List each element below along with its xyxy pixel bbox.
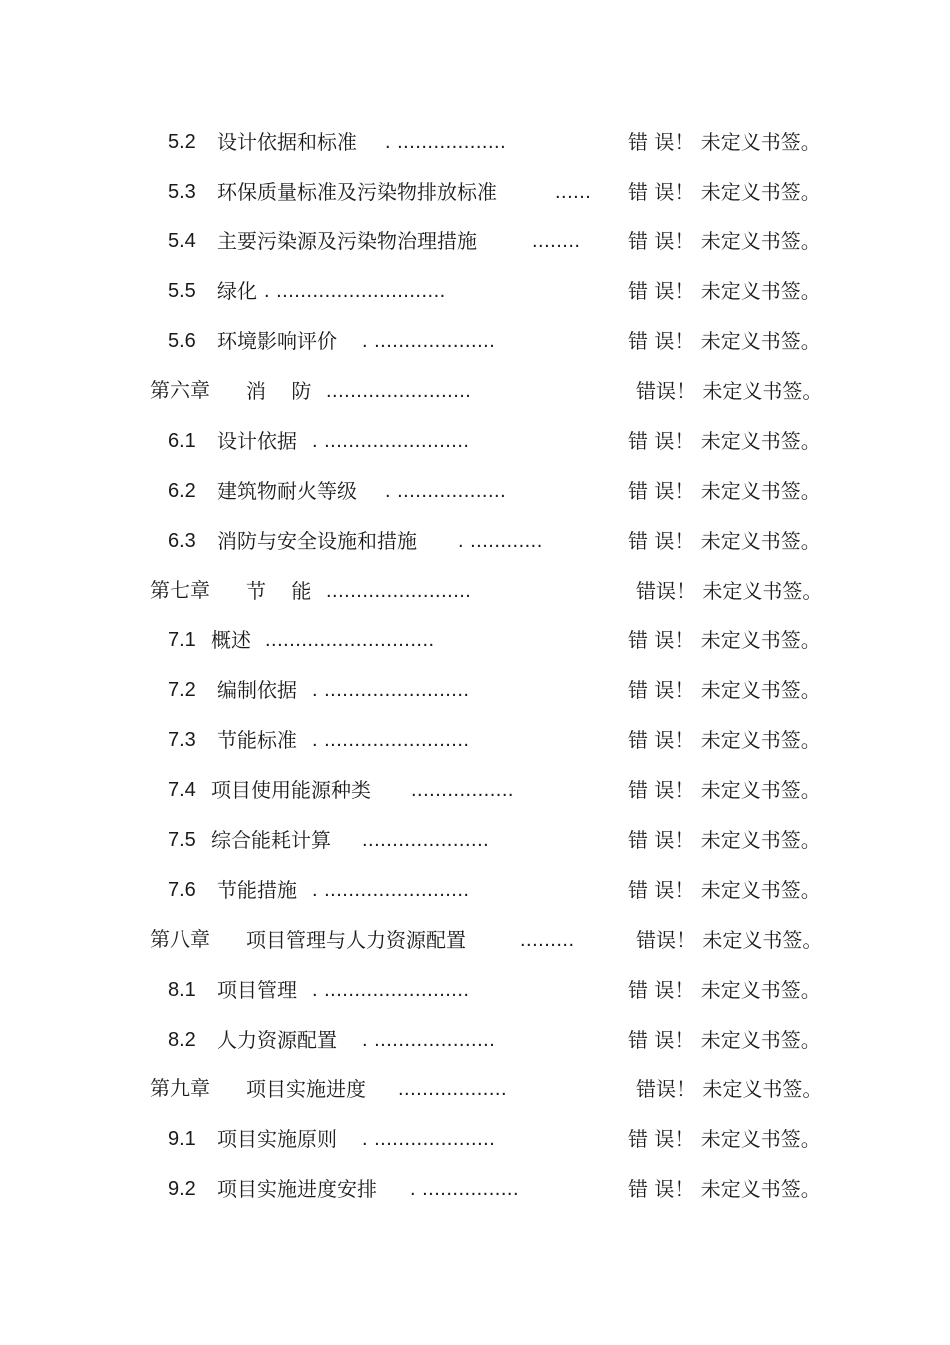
section-number: 7.3 bbox=[168, 729, 196, 751]
section-number: 8.1 bbox=[168, 979, 196, 1001]
toc-section-entry[interactable] bbox=[0, 720, 950, 760]
page-reference-error: 错 误！ 未定义书签。 bbox=[628, 1127, 821, 1151]
entry-title: 设计依据 bbox=[217, 429, 297, 453]
toc-section-entry[interactable] bbox=[0, 172, 950, 212]
section-number: 7.4 bbox=[168, 779, 196, 801]
page-reference-error: 错 误！ 未定义书签。 bbox=[628, 878, 821, 902]
toc-section-entry[interactable] bbox=[0, 670, 950, 710]
dot-leader: ........................ bbox=[326, 380, 472, 402]
entry-title: 项目管理 bbox=[217, 978, 297, 1002]
dot-leader: . .................... bbox=[362, 1128, 496, 1150]
toc-section-entry[interactable] bbox=[0, 471, 950, 511]
section-number: 5.5 bbox=[168, 280, 196, 302]
dot-leader: . ............................ bbox=[264, 280, 446, 302]
section-number: 5.2 bbox=[168, 131, 196, 153]
toc-section-entry[interactable] bbox=[0, 1020, 950, 1060]
toc-section-entry[interactable] bbox=[0, 321, 950, 361]
page-reference-error: 错 误！ 未定义书签。 bbox=[628, 529, 821, 553]
entry-title: 建筑物耐火等级 bbox=[217, 479, 357, 503]
section-number: 7.5 bbox=[168, 829, 196, 851]
page-reference-error: 错 误！ 未定义书签。 bbox=[628, 229, 821, 253]
page-reference-error: 错 误！ 未定义书签。 bbox=[628, 329, 821, 353]
page-reference-error: 错 误！ 未定义书签。 bbox=[628, 678, 821, 702]
dot-leader: . ............ bbox=[458, 530, 543, 552]
dot-leader: . ........................ bbox=[312, 879, 470, 901]
dot-leader: .................. bbox=[398, 1078, 508, 1100]
section-number: 5.6 bbox=[168, 330, 196, 352]
dot-leader: ................. bbox=[411, 779, 514, 801]
entry-title: 综合能耗计算 bbox=[211, 828, 331, 852]
entry-title: 编制依据 bbox=[217, 678, 297, 702]
toc-section-entry[interactable] bbox=[0, 421, 950, 461]
section-number: 9.1 bbox=[168, 1128, 196, 1150]
dot-leader: ..................... bbox=[362, 829, 490, 851]
toc-section-entry[interactable] bbox=[0, 620, 950, 660]
dot-leader: . .................... bbox=[362, 1029, 496, 1051]
entry-title: 消防与安全设施和措施 bbox=[217, 529, 417, 553]
dot-leader: ........ bbox=[532, 230, 581, 252]
dot-leader: . .................... bbox=[362, 330, 496, 352]
page-reference-error: 错 误！ 未定义书签。 bbox=[628, 1177, 821, 1201]
section-number: 8.2 bbox=[168, 1029, 196, 1051]
chapter-number: 第九章 bbox=[150, 1078, 210, 1100]
entry-title: 节 能 bbox=[246, 579, 312, 603]
entry-title: 概述 bbox=[211, 628, 251, 652]
entry-title: 节能措施 bbox=[217, 878, 297, 902]
entry-title: 项目实施进度安排 bbox=[217, 1177, 377, 1201]
page-reference-error: 错误！ 未定义书签。 bbox=[636, 379, 823, 403]
dot-leader: . ........................ bbox=[312, 729, 470, 751]
entry-title: 项目实施进度 bbox=[246, 1077, 366, 1101]
entry-title: 项目实施原则 bbox=[217, 1127, 337, 1151]
page-reference-error: 错 误！ 未定义书签。 bbox=[628, 978, 821, 1002]
entry-title: 设计依据和标准 bbox=[217, 130, 357, 154]
section-number: 7.2 bbox=[168, 679, 196, 701]
section-number: 5.4 bbox=[168, 230, 196, 252]
toc-section-entry[interactable] bbox=[0, 970, 950, 1010]
page-reference-error: 错误！ 未定义书签。 bbox=[636, 1077, 823, 1101]
section-number: 7.1 bbox=[168, 629, 196, 651]
page-reference-error: 错 误！ 未定义书签。 bbox=[628, 180, 821, 204]
dot-leader: ...... bbox=[555, 181, 592, 203]
dot-leader: ............................ bbox=[265, 629, 435, 651]
dot-leader: . .................. bbox=[385, 131, 507, 153]
toc-chapter-entry[interactable] bbox=[0, 571, 950, 611]
dot-leader: ........................ bbox=[326, 580, 472, 602]
entry-title: 项目管理与人力资源配置 bbox=[246, 928, 466, 952]
page-reference-error: 错误！ 未定义书签。 bbox=[636, 579, 823, 603]
section-number: 9.2 bbox=[168, 1178, 196, 1200]
chapter-number: 第八章 bbox=[150, 929, 210, 951]
entry-title: 人力资源配置 bbox=[217, 1028, 337, 1052]
toc-chapter-entry[interactable] bbox=[0, 920, 950, 960]
page-reference-error: 错 误！ 未定义书签。 bbox=[628, 429, 821, 453]
page-reference-error: 错 误！ 未定义书签。 bbox=[628, 479, 821, 503]
entry-title: 项目使用能源种类 bbox=[211, 778, 371, 802]
toc-section-entry[interactable] bbox=[0, 1169, 950, 1209]
section-number: 6.3 bbox=[168, 530, 196, 552]
dot-leader: . ........................ bbox=[312, 430, 470, 452]
section-number: 6.1 bbox=[168, 430, 196, 452]
toc-section-entry[interactable] bbox=[0, 870, 950, 910]
toc-chapter-entry[interactable] bbox=[0, 371, 950, 411]
section-number: 5.3 bbox=[168, 181, 196, 203]
chapter-number: 第六章 bbox=[150, 380, 210, 402]
toc-section-entry[interactable] bbox=[0, 1119, 950, 1159]
entry-title: 消 防 bbox=[246, 379, 312, 403]
toc-section-entry[interactable] bbox=[0, 122, 950, 162]
entry-title: 节能标准 bbox=[217, 728, 297, 752]
toc-section-entry[interactable] bbox=[0, 770, 950, 810]
page-reference-error: 错 误！ 未定义书签。 bbox=[628, 828, 821, 852]
dot-leader: . ........................ bbox=[312, 979, 470, 1001]
toc-section-entry[interactable] bbox=[0, 271, 950, 311]
entry-title: 环境影响评价 bbox=[217, 329, 337, 353]
entry-title: 主要污染源及污染物治理措施 bbox=[217, 229, 477, 253]
chapter-number: 第七章 bbox=[150, 580, 210, 602]
toc-section-entry[interactable] bbox=[0, 521, 950, 561]
entry-title: 环保质量标准及污染物排放标准 bbox=[217, 180, 497, 204]
section-number: 7.6 bbox=[168, 879, 196, 901]
page-reference-error: 错 误！ 未定义书签。 bbox=[628, 628, 821, 652]
page-reference-error: 错 误！ 未定义书签。 bbox=[628, 1028, 821, 1052]
page-reference-error: 错误！ 未定义书签。 bbox=[636, 928, 823, 952]
page-reference-error: 错 误！ 未定义书签。 bbox=[628, 279, 821, 303]
page-reference-error: 错 误！ 未定义书签。 bbox=[628, 130, 821, 154]
dot-leader: . ................ bbox=[410, 1178, 520, 1200]
dot-leader: . .................. bbox=[385, 480, 507, 502]
dot-leader: ......... bbox=[520, 929, 575, 951]
dot-leader: . ........................ bbox=[312, 679, 470, 701]
page-reference-error: 错 误！ 未定义书签。 bbox=[628, 728, 821, 752]
entry-title: 绿化 bbox=[217, 279, 257, 303]
page-reference-error: 错 误！ 未定义书签。 bbox=[628, 778, 821, 802]
toc-section-entry[interactable] bbox=[0, 221, 950, 261]
toc-chapter-entry[interactable] bbox=[0, 1069, 950, 1109]
section-number: 6.2 bbox=[168, 480, 196, 502]
toc-section-entry[interactable] bbox=[0, 820, 950, 860]
